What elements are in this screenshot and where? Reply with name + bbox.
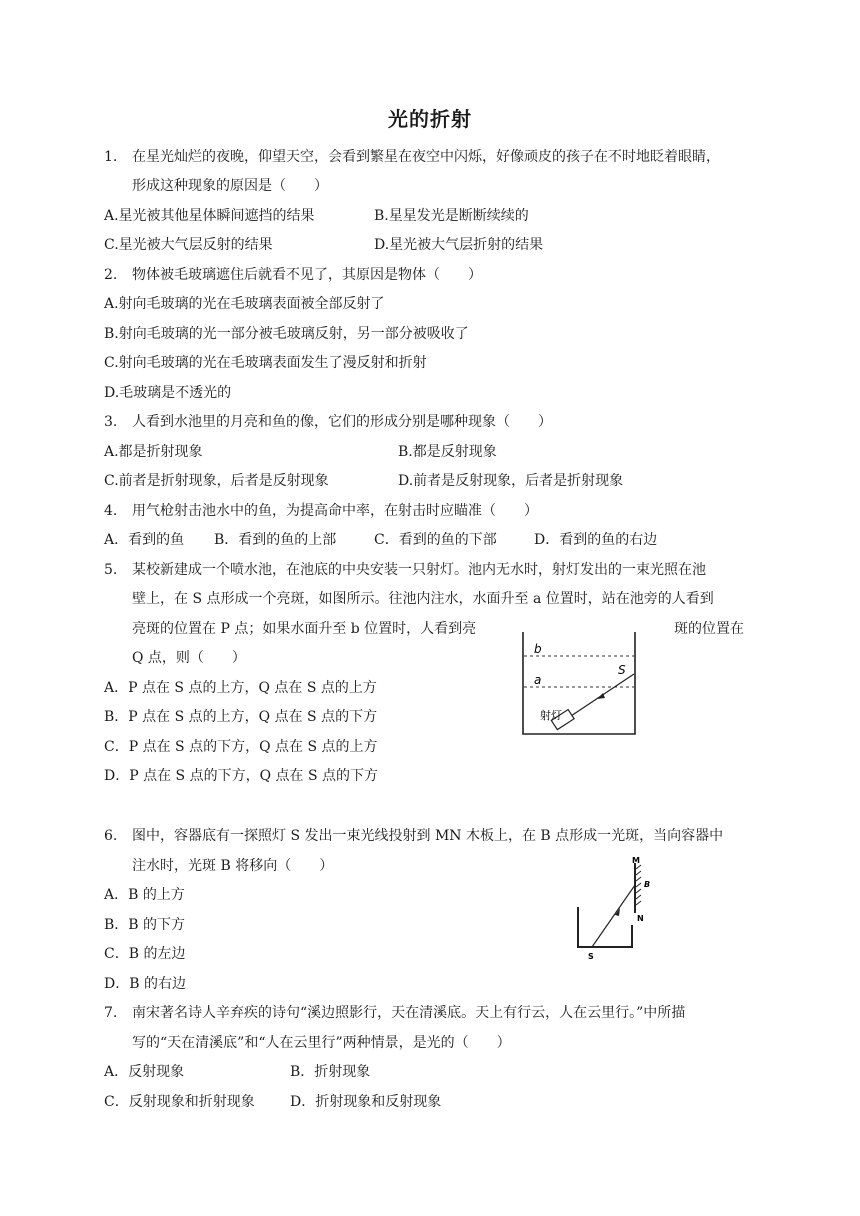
document-title: 光的折射: [388, 107, 472, 131]
question-7-option-c: C．反射现象和折射现象: [104, 1094, 255, 1110]
question-2-option-b: B.射向毛玻璃的光一部分被毛玻璃反射，另一部分被吸收了: [104, 326, 469, 342]
question-2-option-a: A.射向毛玻璃的光在毛玻璃表面被全部反射了: [104, 296, 385, 312]
question-3-option-b: B.都是反射现象: [398, 444, 497, 460]
question-1-option-b: B.星星发光是断断续续的: [374, 208, 529, 224]
question-number: 1.: [104, 149, 118, 165]
question-number: 7.: [104, 1005, 118, 1021]
question-1-option-a: A.星光被其他星体瞬间遮挡的结果: [104, 208, 315, 224]
label-b: B: [644, 880, 651, 889]
question-4-option-d: D．看到的鱼的右边: [534, 532, 658, 548]
question-6-option-a: A．B 的上方: [104, 887, 185, 903]
question-2-line-1: 2. 物体被毛玻璃遮住后就看不见了，其原因是物体（ ）: [104, 267, 482, 283]
board-hatching: [636, 865, 641, 905]
question-1-line-1: 1. 在星光灿烂的夜晚，仰望天空，会看到繁星在夜空中闪烁，好像顽皮的孩子在不时地眨着眼睛，: [104, 149, 720, 165]
label-a: a: [534, 673, 542, 687]
question-6-option-b: B．B 的下方: [104, 917, 186, 933]
question-7-line-2: 写的“天在清溪底”和“人在云里行”两种情景，是光的（ ）: [132, 1035, 511, 1051]
question-7-line-1: 7. 南宋著名诗人辛弃疾的诗句“溪边照影行，天在清溪底。天上有行云，人在云里行。”中所描: [104, 1005, 686, 1021]
question-3-option-d: D.前者是反射现象，后者是折射现象: [398, 473, 624, 489]
question-5-line-3b: 斑的位置在: [674, 621, 744, 637]
question-2-option-c: C.射向毛玻璃的光在毛玻璃表面发生了漫反射和折射: [104, 355, 427, 371]
question-5-option-d: D．P 点在 S 点的下方，Q 点在 S 点的下方: [104, 768, 379, 784]
question-4-option-a: A．看到的鱼: [104, 532, 185, 548]
light-beam: [592, 885, 635, 947]
question-number: 6.: [104, 828, 118, 844]
question-number: 3.: [104, 414, 118, 430]
question-6-line-2: 注水时，光斑 B 将移向（ ）: [132, 858, 334, 874]
question-3-option-c: C.前者是折射现象，后者是反射现象: [104, 473, 329, 489]
question-1-line-2: 形成这种现象的原因是（ ）: [132, 178, 328, 194]
question-5-option-a: A．P 点在 S 点的上方，Q 点在 S 点的上方: [104, 680, 377, 696]
container-walls: [578, 907, 632, 947]
question-number: 5.: [104, 562, 118, 578]
question-6-line-1: 6. 图中，容器底有一探照灯 S 发出一束光线投射到 MN 木板上，在 B 点形成一光斑，当向容器中: [104, 828, 724, 844]
label-m: M: [632, 856, 640, 865]
label-lamp: 射灯: [540, 709, 562, 722]
question-7-option-b: B．折射现象: [290, 1064, 371, 1080]
label-n: N: [637, 914, 644, 923]
question-4-option-c: C．看到的鱼的下部: [374, 532, 497, 548]
question-7-option-d: D．折射现象和反射现象: [290, 1094, 442, 1110]
label-s: S: [588, 952, 594, 961]
question-5-option-b: B．P 点在 S 点的上方，Q 点在 S 点的下方: [104, 709, 378, 725]
question-6-option-d: D．B 的右边: [104, 976, 186, 992]
question-4-line-1: 4. 用气枪射击池水中的鱼，为提高命中率，在射击时应瞄准（ ）: [104, 503, 538, 519]
question-number: 2.: [104, 267, 118, 283]
question-7-option-a: A．反射现象: [104, 1064, 185, 1080]
question-5-line-3a: 亮斑的位置在 P 点；如果水面升至 b 位置时，人看到亮: [132, 621, 477, 637]
label-b: b: [534, 642, 542, 656]
question-3-line-1: 3. 人看到水池里的月亮和鱼的像，它们的形成分别是哪种现象（ ）: [104, 414, 552, 430]
question-5-line-4: Q 点，则（ ）: [132, 650, 246, 666]
question-1-option-d: D.星光被大气层折射的结果: [374, 237, 544, 253]
question-2-option-d: D.毛玻璃是不透光的: [104, 385, 232, 401]
question-6-figure: [570, 855, 660, 961]
question-5-line-1: 5. 某校新建成一个喷水池，在池底的中央安装一只射灯。池内无水时，射灯发出的一束光照在池: [104, 562, 706, 578]
question-number: 4.: [104, 503, 118, 519]
question-5-option-c: C．P 点在 S 点的下方，Q 点在 S 点的上方: [104, 739, 378, 755]
question-5-figure: [515, 626, 645, 744]
question-3-option-a: A.都是折射现象: [104, 444, 203, 460]
label-s: S: [618, 663, 626, 677]
question-4-option-b: B．看到的鱼的上部: [214, 532, 337, 548]
question-5-line-2: 壁上，在 S 点形成一个亮斑，如图所示。往池内注水，水面升至 a 位置时，站在池旁的人看到: [132, 591, 714, 607]
question-6-option-c: C．B 的左边: [104, 946, 186, 962]
question-1-option-c: C.星光被大气层反射的结果: [104, 237, 273, 253]
